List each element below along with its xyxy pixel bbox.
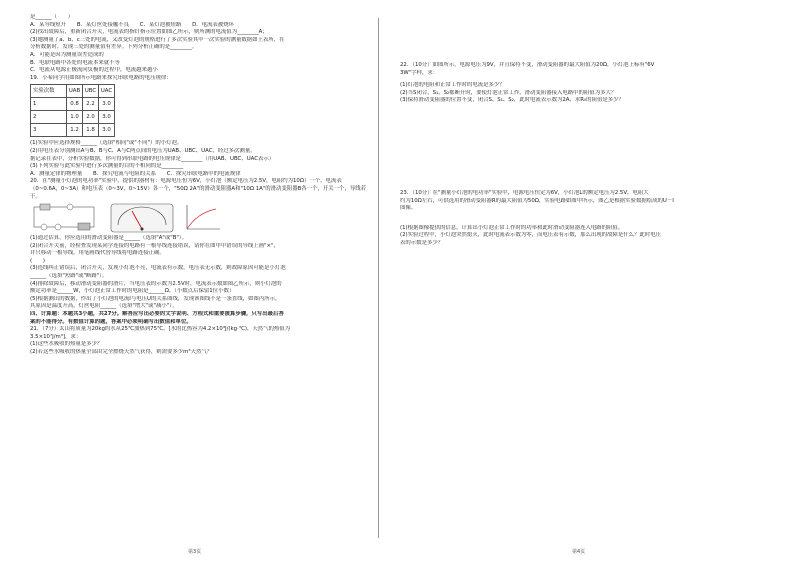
- text-line: (2)若这些水吸收的热量全部由完全燃烧天然气获得，则需要多少m³天然气？: [30, 349, 213, 355]
- figure-row: [30, 203, 368, 233]
- text-line: A．可能是因为测量误差造成的: [30, 51, 104, 58]
- text-line: (2)用电压表分别测出A与B、B与C、A与C两点间的电压为UAB、UBC、UAC，经过多次测量，: [30, 147, 256, 154]
- table-header-cell: 实验次数: [31, 85, 67, 98]
- text-line: A．测量定律的物理量 B．探究电流与电阻的关系 C．探究串联电路中的电流规律: [30, 170, 241, 177]
- table-cell: 2.2: [83, 98, 99, 111]
- page-number-right: 第4页: [572, 549, 586, 555]
- text-line: (3)她测量了a、b、c三处的电流，又改变灯泡的规格进行了多次实验其中一次实验的测量数据如上表所，在: [30, 36, 285, 43]
- circuit-figure: [30, 203, 102, 233]
- question-22-title: 22．（10分）如图所示，电源电压为9V，并且保持不变，滑动变阻器的最大阻值为20Ω，小灯泡上标有"6V: [400, 62, 655, 68]
- text-line: (5)根据测出的数据，作出了小灯泡的电流I与电压U的关系图线，发现该图线不是一条直线，如图丙所示，: [30, 295, 281, 302]
- text-line: (1)这些水吸收的热量是多少？: [30, 341, 103, 348]
- text-line: (4)排除故障后，移动滑动变阻器的滑片，当电压表的示数为2.5V时，电流表示数如图乙所示，则小灯泡的: [30, 280, 282, 287]
- text-line: (1)实验中应选择规格______（选填"相同"或"不同"）的小灯泡。: [30, 140, 183, 147]
- right-column: [400, 62, 765, 248]
- text-line: (3)连线纠正错误后，闭合开关，发现小灯泡不亮，电流表有示数，电压表无示数，则故障原因可能是小灯泡: [30, 265, 286, 272]
- table-cell: 3: [31, 124, 67, 137]
- text-line: 是______（ ）: [30, 14, 74, 20]
- text-line: 3W"字样，求：: [400, 69, 439, 76]
- section-heading: 四、计算题：本题共3小题，共27分。解答应写出必要的文字说明、方程式和重要演算步骤，只写出最后答: [30, 311, 284, 318]
- text-line: 3.5×10⁷J/m³]，求：: [30, 333, 82, 340]
- text-line: (2)找出故障后，重新闭合开关，电流表的指针指示位置如图乙所示，则所测的电流值为________A；: [30, 29, 268, 36]
- table-row: [31, 124, 115, 137]
- question-19-title: 19．小希同学用如图所示电路来探究串联电路的电压规律：: [30, 74, 172, 81]
- text-line: (2)实验过程中，小灯泡突然熄灭，此时电流表示数为零，而电压表有示数，那么出现的故障是什么？此时电压: [400, 232, 661, 239]
- text-line: 额定功率是______W，小灯泡正常工作时的电阻是______Ω。（小数点后保留1位小数）: [30, 288, 235, 295]
- column-divider: [378, 18, 379, 538]
- text-line: ( ): [30, 257, 45, 264]
- table-row: [31, 111, 115, 124]
- data-table: [30, 84, 115, 137]
- table-header-cell: UBC: [83, 85, 99, 98]
- table-cell: 0.8: [67, 98, 83, 111]
- text-line: (2)闭合开关前，经检查发现某同学连接的电路有一根导线连接错误，请你在图甲中错误的导线上画"×"，: [30, 242, 279, 249]
- iu-graph-figure: [182, 203, 222, 233]
- text-line: (3)保持滑动变阻器的位置不变，闭合S、S₁、S₂，此时电流表示数为2A，求R₀的阻值是多少？: [400, 97, 624, 104]
- text-line: A．某导线短开 B．某灯丝处接触不良 C．某灯泡被短路 D．电流表被烧坏: [30, 21, 234, 28]
- table-cell: 2.0: [83, 111, 99, 124]
- table-cell: 3.0: [99, 111, 115, 124]
- page-number-left: 第3页: [188, 549, 202, 555]
- text-line: 据记录在表中，分析实验数据，你可得到串联电路的电压规律是________（用UAB、UBC、UAC表示）: [30, 155, 275, 162]
- left-column: [30, 14, 368, 357]
- text-line: ______（选填"短路"或"断路"）。: [30, 273, 108, 280]
- text-line: 分析数据时，发现三处的测量值有差异。下列分析正确的是________。: [30, 44, 198, 51]
- text-line: B．电联电路中各处的电流本来就不等: [30, 59, 120, 66]
- table-cell: 1: [31, 98, 67, 111]
- text-line: (1)通过估算，你应选用的滑动变阻器是______（选填"A"或"B"）。: [30, 235, 188, 242]
- text-line: 表的示数是多少？: [400, 239, 444, 246]
- text-line: (3)下列实验与此实验中进行多次测量的目的不相同的是________: [30, 163, 184, 170]
- table-cell: 1.0: [67, 111, 83, 124]
- table-cell: 2: [31, 111, 67, 124]
- text-line: 图像。: [400, 205, 417, 212]
- table-cell: 3.0: [99, 124, 115, 137]
- question-20-title: 20．在"测量小灯泡的电功率"实验中，提供的器材有：电源电压恒为6V，小灯泡（额定电压为2.5V，电阻约为10Ω）一个，电流表（0~0.6A，0~3A）和电压表（0~3V，0~15V）各一个，"50Ω 2A"的滑动变阻器A和"10Ω 1A"的滑动变阻器B各一个，开关一个，导线若干。: [30, 178, 366, 200]
- table-cell: 1.2: [67, 124, 83, 137]
- table-cell: 3.0: [99, 98, 115, 111]
- text-line: (1)根据图像提供的信息，计算出小灯泡正常工作时的功率和此时滑动变阻器连入电路的阻值。: [400, 224, 624, 231]
- table-header-cell: UAC: [99, 85, 115, 98]
- table-cell: 1.8: [83, 124, 99, 137]
- table-row: [31, 98, 115, 111]
- text-line: (1)灯泡的电阻和正常工作时的电流是多少？: [400, 82, 505, 89]
- table-header-row: [31, 85, 115, 98]
- text-line: 约为10Ω左右，可供选用的滑动变阻器R的最大阻值为50Ω，实验电路如图甲所示，图乙是根据实验数据绘成的U－I: [400, 197, 674, 204]
- ammeter-dial-figure: [110, 203, 174, 233]
- section-heading-cont: 案的不能得分。有数值计算的题，答案中必须明确写出数值和单位。: [30, 318, 192, 325]
- question-21-title: 21．（7分）太山将质量为20kg的水从25℃加热到75℃，[水的比热容为4.2×10³J/(kg·℃)，天然气的热值为: [30, 326, 291, 333]
- text-line: 其原因是温度升高，灯丝电阻______（选填"增大"或"减小"）。: [30, 303, 178, 310]
- text-line: C．电流从电源正极流向负极的过程中，电流越来越小: [30, 67, 158, 74]
- text-line: 并只移动一根导线，用笔画线代替导线将电路连接正确。: [30, 250, 165, 257]
- text-line: (2)当S闭合，S₁、S₂都断开时，要使灯泡正常工作，滑动变阻器接入电路中的阻值为多大？: [400, 89, 617, 96]
- question-23-title: 23．（10分）在"测量小灯泡的电功率"实验中，电源电压恒定为6V，小灯泡L的额定电压为2.5V，电阻大: [400, 189, 649, 196]
- table-header-cell: UAB: [67, 85, 83, 98]
